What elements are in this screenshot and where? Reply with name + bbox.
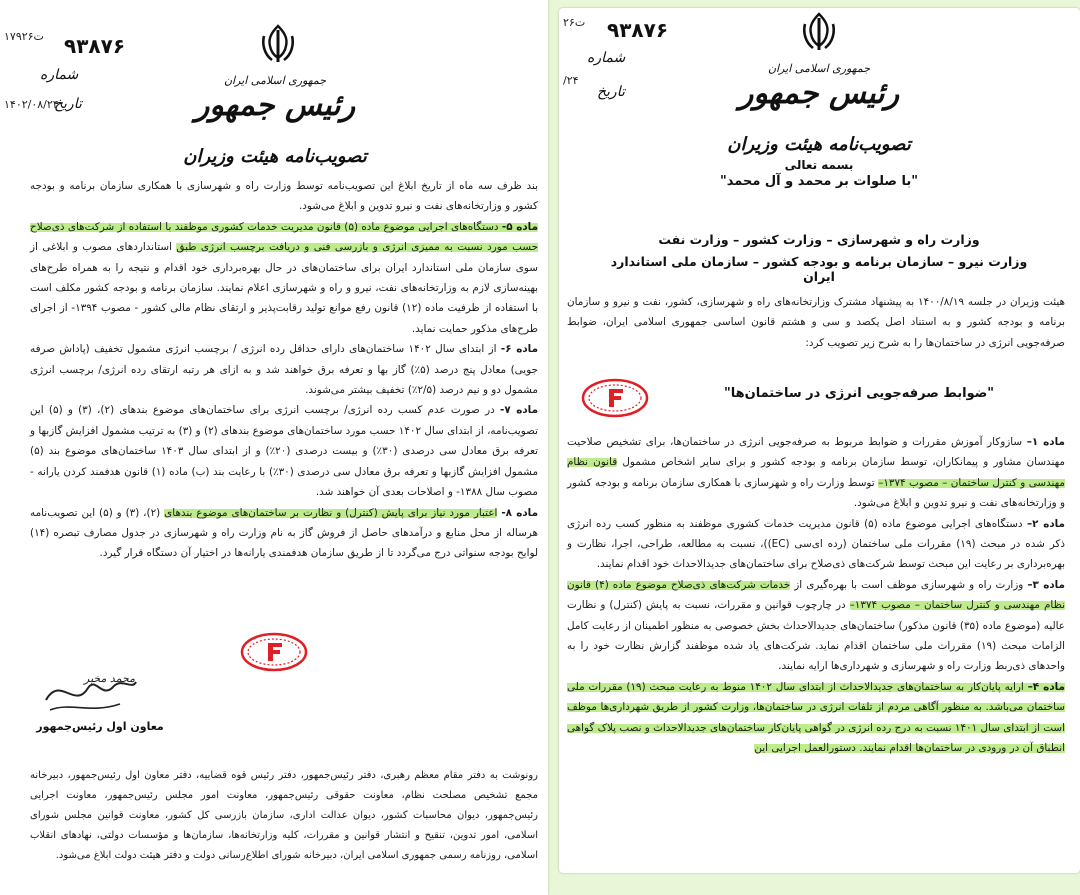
article-6-text: از ابتدای سال ۱۴۰۲ ساختمان‌های دارای حداقل رده انرژی / برچسب انرژی مشمول تخفیف (پاداش صرفه جویی) معادل پنج درصد (۵٪) گاز بها و تعرفه برق خواهند شد و به ازای هر رتبه ارتقای رده انرژی/ برچسب انرژی مشمول دو و نیم درصد (۲/۵٪) تخفیف بیشتر می‌شوند.: [30, 343, 538, 397]
president-title: رئیس جمهور: [738, 76, 900, 111]
article-1-title: ماده ۱–: [1026, 436, 1065, 448]
cabinet-title: تصویب‌نامه هیئت وزیران: [183, 146, 367, 167]
article-7: [30, 400, 538, 502]
iran-emblem-icon: [258, 22, 298, 66]
article-6-title: ماده ۶-: [500, 343, 539, 356]
addressees-line-2: وزارت نیرو – سازمان برنامه و بودجه کشور – سازمان ملی استاندارد ایران: [610, 254, 1028, 284]
article-4: [567, 677, 1065, 759]
article-1-post: توسط وزارت راه و شهرسازی با همکاری سازمان برنامه و بودجه کشور و وزارتخانه‌های نفت و نیرو تدوین و ابلاغ می‌شود.: [567, 476, 1065, 510]
basmala: بسمه تعالی: [784, 158, 854, 172]
article-6: [30, 339, 538, 400]
signer-title: معاون اول رئیس‌جمهور: [36, 720, 164, 733]
article-4-highlight: ارایه پایان‌کار به ساختمان‌های جدیدالاحداث از ابتدای سال ۱۴۰۲ منوط به رعایت مبحث (۱۹) مقررات ملی ساختمان می‌باشد. به منظور آگاهی مردم از تلفات انرژی در ساختمان‌ها، وزارت کشور از طریق شهرداری‌ها موظف است از ابتدای سال ۱۴۰۱ نسبت به درج رده انرژی در گواهی پایان‌کار ساختمان‌های جدیدالاحداث و نصب پلاک گواهی انطباق آن در ورودی در ساختمان‌ها اقدام نمایند. دستورالعمل اجرایی این: [567, 680, 1065, 755]
salavat: "با صلوات بر محمد و آل محمد": [719, 174, 919, 189]
article-8-text: (۲)، (۳) و (۵) این تصویب‌نامه هرساله از محل منابع و درآمدهای حاصل از فروش گاز به نام وزارت راه و شهرسازی در جدول مصارف تبصره (۱۴) لوایح بودجه سنواتی درج می‌گردد تا از طریق سازمان هدفمندی یارانه‌ها در اختیار آن دستگاه قرار گیرد.: [30, 506, 538, 560]
gov-title: جمهوری اسلامی ایران: [767, 62, 871, 75]
document-number: ۹۳۸۷۶: [607, 18, 669, 42]
cabinet-title: تصویب‌نامه هیئت وزیران: [727, 134, 911, 155]
intro-paragraph: هیئت وزیران در جلسه ۱۴۰۰/۸/۱۹ به پیشنهاد مشترک وزارتخانه‌های راه و شهرسازی، کشور، نفت و نیرو و سازمان برنامه و بودجه کشور و به استناد اصل یکصد و سی و هشتم قانون اساسی جمهوری اسلامی ایران، ضوابط صرفه‌جویی انرژی در ساختمان‌ها را به شرح زیر تصویب کرد:: [567, 296, 1065, 349]
regulations-title: "ضوابط صرفه‌جویی انرژی در ساختمان‌ها": [723, 386, 995, 401]
article-2-title: ماده ۲–: [1026, 517, 1065, 530]
article-4-title: ماده ۴–: [1027, 680, 1065, 693]
watermark-logo-icon: [581, 378, 649, 418]
article-8: [30, 503, 538, 564]
article-3-post: در چارچوب قوانین و مقررات، نسبت به پایش (کنترل) و نظارت عالیه (موضوع ماده (۳۵) قانون مذکور) ساختمان‌های جدیدالاحداث بخش خصوصی به منظور اطمینان از رعایت کامل الزامات مبحث (۱۹) مقررات ملی ساختمان اقدام نماید. شرکت‌های یاد شده موظفند گزارش نظارت خود را به واحدهای ذی‌ربط وزارت راه و شهرسازی و شهرداری‌ها ارایه نمایند.: [567, 599, 1065, 673]
iran-emblem-icon: [799, 10, 839, 54]
article-7-title: ماده ۷-: [499, 404, 539, 417]
date-value: /۲۴: [563, 74, 579, 87]
intro-paragraph: بند ظرف سه ماه از تاریخ ابلاغ این تصویب‌نامه توسط وزارت راه و شهرسازی با همکاری سازمان برنامه و بودجه کشور و وزارتخانه‌های نفت و نیرو تدوین و ابلاغ می‌شود.: [30, 180, 538, 213]
number-label: شماره: [587, 50, 626, 66]
article-3-title: ماده ۳–: [1027, 578, 1065, 591]
number-label: شماره: [40, 67, 79, 83]
article-3-highlight: خدمات شرکت‌های ذی‌صلاح موضوع ماده (۴) قانون نظام مهندسی و کنترل ساختمان – مصوب ۱۳۷۴–: [567, 578, 1065, 612]
document-number: ۹۳۸۷۶: [64, 34, 126, 58]
article-8-title: ماده ۸-: [501, 506, 538, 519]
article-2: [567, 514, 1065, 575]
side-number: ۲۶ت: [563, 16, 586, 29]
article-8-highlight: اعتبار مورد نیاز برای پایش (کنترل) و نظارت بر ساختمان‌های موضوع بندهای: [164, 506, 498, 519]
article-7-text: در صورت عدم کسب رده انرژی/ برچسب انرژی برای ساختمان‌های موضوع بندهای (۲)، (۳) و (۵) این تصویب‌نامه، از ابتدای سال ۱۴۰۲ حسب مورد ساختمان‌های موضوع بندهای (۲) و (۳) به ترتیب مشمول افزایش گازبها و تعرفه برق معادل سی درصدی (۳۰٪) و بیست درصدی (۲۰٪) و از ابتدای سال ۱۴۰۳ ساختمان‌های موضوع بند (۵) مشمول افزایش گازبها و تعرفه برق معادل سی درصدی (۳۰٪) با رعایت بند (ب) ماده (۱) قانون هدفمند کردن یارانه - مصوب سال ۱۳۸۸- و اصلاحات بعدی آن خواهند شد.: [30, 404, 539, 499]
article-5-highlight: دستگاه‌های اجرایی موضوع ماده (۵) قانون مدیریت خدمات کشوری موظفند با استفاده از شرکت‌های ذی‌صلاح حسب مورد نسبت به ممیزی انرژی و بازرسی فنی و دریافت برچسب انرژی طبق: [30, 220, 539, 254]
date-label: تاریخ: [597, 84, 625, 100]
article-5-title: ماده ۵-: [501, 220, 539, 233]
article-5: [30, 217, 538, 339]
article-3: [567, 575, 1065, 677]
gov-title: جمهوری اسلامی ایران: [223, 74, 327, 87]
watermark-logo-icon: [240, 632, 308, 672]
right-document-page: [559, 8, 1080, 873]
addressees-line-1: وزارت راه و شهرسازی – وزارت کشور – وزارت نفت: [658, 232, 980, 247]
cc-list: رونوشت به دفتر مقام معظم رهبری، دفتر رئیس‌جمهور، دفتر رئیس قوه قضاییه، دفتر معاون اول رئیس‌جمهور، دبیرخانه مجمع تشخیص مصلحت نظام، معاونت حقوقی رئیس‌جمهور، معاونت امور مجلس رئیس‌جمهور، معاونت اجرایی رئیس‌جمهور، دیوان محاسبات کشور، دیوان عدالت اداری، سازمان بازرسی کل کشور، معاونت قوانین مجلس شورای اسلامی، امور تدوین، تنقیح و انتشار قوانین و مقررات، کلیه وزارتخانه‌ها، سازمان‌ها و مؤسسات دولتی، نهادهای انقلاب اسلامی، روزنامه رسمی جمهوری اسلامی ایران، دبیرخانه شورای اطلاع‌رسانی دولت و دفتر هیئت دولت ابلاغ می‌شود.: [30, 770, 538, 861]
date-value: ۱۴۰۲/۰۸/۲۴: [4, 98, 59, 111]
article-3-pre: وزارت راه و شهرسازی موظف است با بهره‌گیری از: [794, 578, 1024, 591]
signer-name: محمد مخبر: [84, 672, 136, 685]
president-title: رئیس جمهور: [194, 88, 356, 123]
right-body: [567, 432, 1065, 759]
date-label: تاریخ: [54, 96, 82, 112]
left-body: [30, 176, 538, 564]
article-1-highlight: قانون نظام مهندسی و کنترل ساختمان – مصوب ۱۳۷۴–: [567, 456, 1066, 489]
article-5-text: استانداردهای مصوب و ابلاغی از سوی سازمان ملی استاندارد ایران برای ساختمان‌های در حال بهره‌برداری خود اقدام و نتیجه را به همراه طرح‌های بهینه‌سازی لازم به وزارتخانه‌های نفت، نیرو و راه و شهرسازی اعلام نمایند. سازمان برنامه و بودجه کشور مکلف است با استفاده از ظرفیت ماده (۱۲) قانون رفع موانع تولید رقابت‌پذیر و ارتقای نظام مالی کشور - مصوب ۱۳۹۴- از اجرای طرح‌های مذکور حمایت نماید.: [30, 241, 538, 335]
article-1: [567, 432, 1065, 514]
side-number: ۱۷۹۲۶ت: [4, 30, 44, 43]
article-1-pre: سازوکار آموزش مقررات و ضوابط مربوط به صرفه‌جویی انرژی در ساختمان‌ها، برای تشخیص صلاحیت مهندسان مشاور و پیمانکاران، توسط سازمان برنامه و بودجه کشور و برای سایر اشخاص مشمول: [567, 436, 1065, 469]
article-2-text: دستگاه‌های اجرایی موضوع ماده (۵) قانون مدیریت خدمات کشوری موظفند به منظور کسب رده انرژی ذکر شده در مبحث (۱۹) مقررات ملی ساختمان (رده ای‌سی (EC))، نسبت به مطالعه، طراحی، اجرا، نظارت و بهره‌برداری بر رعایت این مبحث توسط شرکت‌های ذی‌صلاح برای ساختمان‌های جدیدالاحداث خود اقدام نمایند.: [567, 517, 1065, 571]
